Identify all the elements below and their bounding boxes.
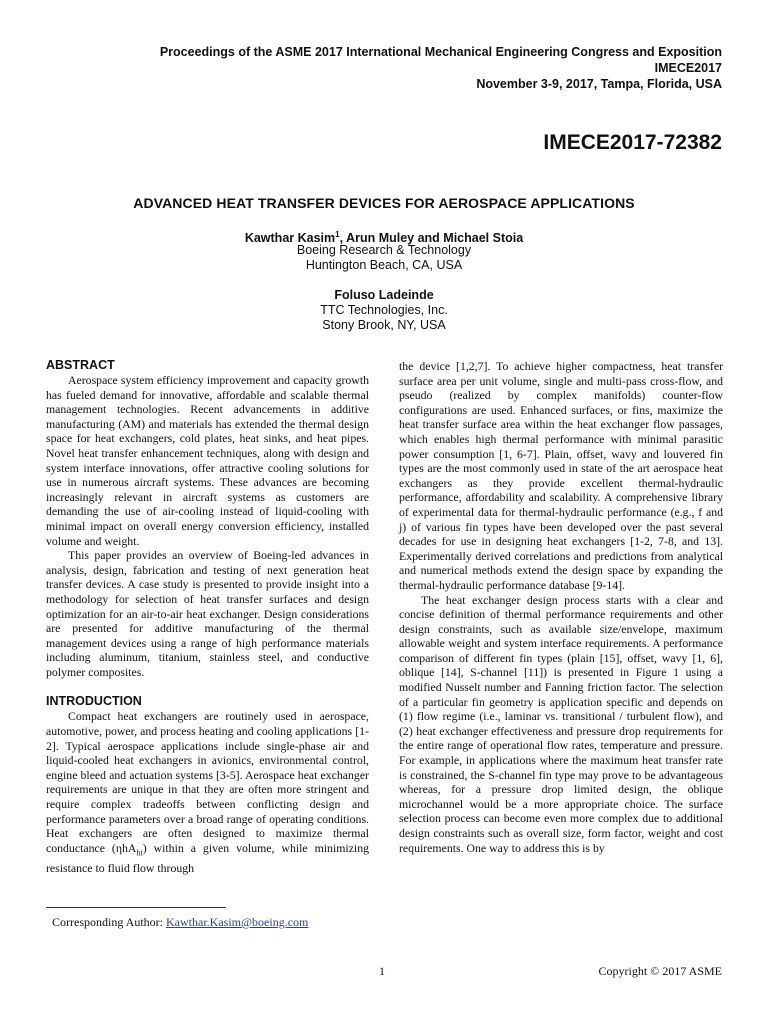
- intro-p1-text-a: Compact heat exchangers are routinely used in aerospace, automotive, power, and process heating and cooling applications [1-2]. Typical aerospace applications include single-phase air and liquid-cooled heat exchangers in avionics, environmental control, engine bleed and actuation systems [3-5]. Aerospace heat exchanger requirements are unique in that they are often more stringent and require complex tradeoffs between conflicting design and performance parameters over a broad range of operating conditions. Heat exchangers are often designed to maximize thermal conductance (ηhA: [46, 709, 369, 855]
- footnote: [52, 915, 308, 930]
- right-column: [399, 359, 723, 855]
- footnote-rule: [46, 907, 226, 908]
- paper-title: ADVANCED HEAT TRANSFER DEVICES FOR AEROSPACE APPLICATIONS: [133, 195, 635, 211]
- intro-p1-subscript: ht: [136, 848, 143, 858]
- abstract-heading: ABSTRACT: [46, 358, 115, 372]
- address-2: Stony Brook, NY, USA: [322, 318, 446, 332]
- introduction-paragraph-2: The heat exchanger design process starts with a clear and concise definition of thermal performance requirements and other design constraints, such as available size/envelope, maximum allowable weight and system interface requirements. A performance comparison of different fin types (plain [15], offset, wavy [1, 6], oblique [14], S-channel [11]) is presented in Figure 1 using a modified Nusselt number and Fanning friction factor. The selection of a particular fin geometry is application specific and depends on (1) flow regime (i.e., laminar vs. transitional / turbulent flow), and (2) heat exchanger effectiveness and pressure drop requirements for the entire range of operational flow rates, temperature and pressure. For example, in applications where the maximum heat transfer rate is constrained, the S-channel fin type may prove to be advantageous whereas, for a pressure drop limited design, the oblique microchannel would be a more appropriate choice. The surface selection process can become even more complex due to additional design constraints such as overall size, form factor, weight and cost requirements. One way to address this is by: [399, 592, 723, 855]
- paper-id: IMECE2017-72382: [543, 131, 722, 154]
- author-line-2: Foluso Ladeinde: [334, 288, 434, 302]
- copyright-notice: Copyright © 2017 ASME: [598, 964, 722, 978]
- introduction-paragraph-1-continued: the device [1,2,7]. To achieve higher compactness, heat transfer surface area per unit volume, single and multi-pass cross-flow, and pseudo (realized by complex manifolds) counter-flow configurations are used. Enhanced surfaces, or fins, maximize the heat transfer surface area within the heat exchanger flow passages, which enables high thermal performance with minimal parasitic power consumption [1, 6-7]. Plain, offset, wavy and louvered fin types are the most commonly used in state of the art aerospace heat exchangers as they provide excellent thermal-hydraulic performance, affordability and scalability. A comprehensive library of experimental data for thermal-hydraulic performance (e.g., f and j) of various fin types have been developed over the past several decades for use in designing heat exchangers [1-2, 7-8, and 13]. Experimentally derived correlations and predictions from analytical and numerical methods extend the design space by expanding the thermal-hydraulic performance database [9-14].: [399, 359, 723, 592]
- conference-dates-location: November 3-9, 2017, Tampa, Florida, USA: [476, 77, 722, 91]
- abstract-paragraph-1: Aerospace system efficiency improvement and capacity growth has fueled demand for innovative, affordable and scalable thermal management technologies. Recent advancements in additive manufacturing (AM) and materials has extended the thermal design space for heat exchangers, cold plates, heat sinks, and heat pipes. Novel heat transfer enhancement techniques, along with design and system interface innovations, offer attractive cooling solutions for use in numerous aircraft systems. These advances are becoming increasingly relevant in aircraft systems as customers are demanding the use of air-cooling instead of liquid-cooling with minimal impact on overall energy conversion efficiency, installed volume and weight.: [46, 373, 369, 548]
- proceedings-line: Proceedings of the ASME 2017 International Mechanical Engineering Congress and Exposition: [159, 45, 722, 59]
- coauthors: , Arun Muley and Michael Stoia: [339, 231, 524, 246]
- conference-code: IMECE2017: [654, 61, 722, 75]
- affiliation-1: Boeing Research & Technology: [296, 243, 472, 257]
- affiliation-2: TTC Technologies, Inc.: [320, 303, 448, 317]
- first-author-footnote-marker: 1: [335, 230, 340, 239]
- address-1: Huntington Beach, CA, USA: [305, 258, 463, 272]
- footnote-label: Corresponding Author:: [52, 915, 166, 929]
- abstract-paragraph-2: This paper provides an overview of Boeing-led advances in analysis, design, fabrication and testing of next generation heat transfer devices. A case study is presented to provide insight into a methodology for selection of heat transfer surfaces and design optimization for an air-to-air heat exchanger. Design considerations are presented for additive manufacturing of the thermal management devices using a range of high performance materials including aluminum, titanium, stainless steel, and conductive polymer composites.: [46, 548, 369, 679]
- page-number: 1: [379, 964, 385, 978]
- left-column: [46, 358, 369, 875]
- intro-p1-text-b: ) within a given volume, while minimizing resistance to fluid flow through: [46, 840, 370, 875]
- corresponding-author-email-link[interactable]: Kawthar.Kasim@boeing.com: [166, 915, 309, 929]
- introduction-heading: INTRODUCTION: [46, 694, 142, 709]
- first-author: Kawthar Kasim: [244, 231, 336, 246]
- introduction-paragraph-1: [46, 709, 369, 875]
